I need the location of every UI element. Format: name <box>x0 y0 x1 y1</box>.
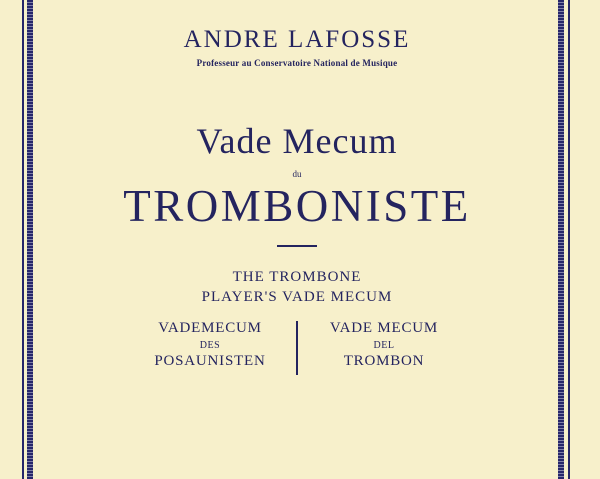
german-title-line-1: VADEMECUM <box>158 320 262 336</box>
left-border-rule <box>22 0 24 479</box>
english-title-line-1: THE TROMBONE <box>232 269 362 285</box>
title-divider <box>277 245 317 247</box>
english-title-line-2: PLAYER'S VADE MECUM <box>201 289 393 305</box>
main-title: TROMBONISTE <box>123 181 471 231</box>
author-name: ANDRE LAFOSSE <box>183 26 411 53</box>
spanish-title-line-1: VADE MECUM <box>329 320 439 336</box>
right-border-rule <box>568 0 570 479</box>
german-title-line-3: POSAUNISTEN <box>154 353 266 369</box>
title-line-1: Vade Mecum <box>196 121 398 161</box>
spanish-title-line-2: DEL <box>373 340 395 351</box>
left-border-band <box>27 0 33 479</box>
spanish-title-line-3: TROMBON <box>343 353 425 369</box>
right-border-band <box>558 0 564 479</box>
left-decorative-border <box>22 0 36 479</box>
title-connector: du <box>292 169 302 179</box>
right-decorative-border <box>558 0 572 479</box>
author-subtitle: Professeur au Conservatoire National de Musique <box>196 58 398 68</box>
german-title-line-2: DES <box>199 340 221 351</box>
